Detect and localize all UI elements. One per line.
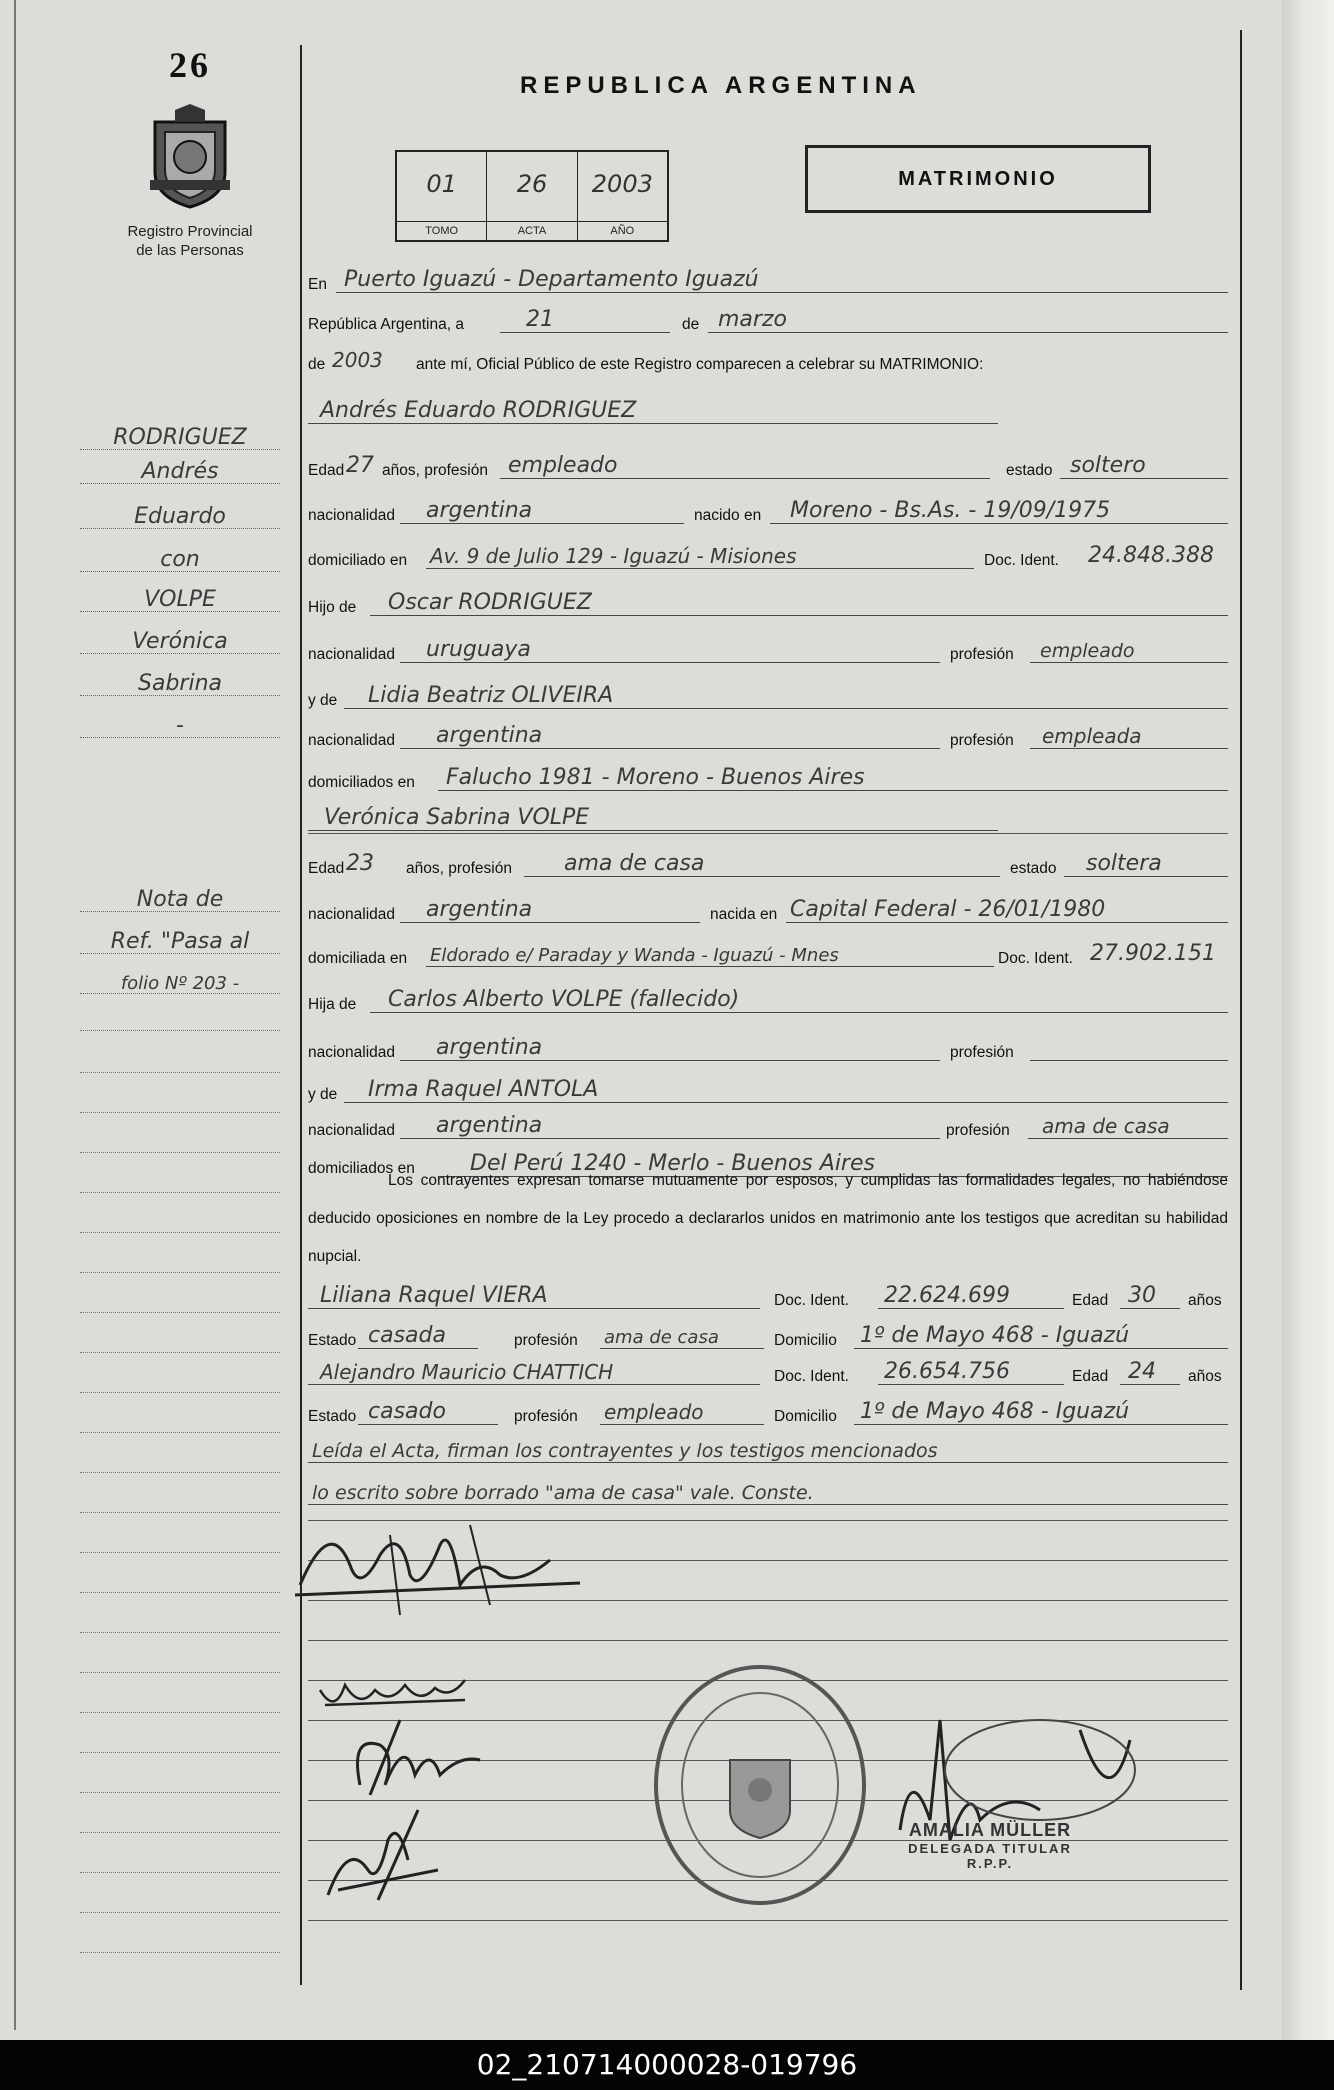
margin-note (80, 622, 280, 658)
margin-note (80, 706, 280, 742)
ano-value: 2003 (591, 170, 653, 198)
label-nacido-en: nacido en (694, 507, 762, 524)
margin-note (80, 540, 280, 576)
label-profesion: profesión (950, 732, 1014, 749)
witness1-profession: ama de casa (604, 1327, 719, 1348)
bride-mother-nat: argentina (436, 1113, 543, 1138)
month-value: marzo (718, 307, 787, 332)
witness1-age: 30 (1128, 1283, 1156, 1308)
margin-note (80, 880, 280, 916)
witness2-status: casado (368, 1399, 446, 1424)
bride-father: Carlos Alberto VOLPE (fallecido) (388, 987, 740, 1012)
label-estado: estado (1010, 860, 1057, 877)
bride-birth: Capital Federal - 26/01/1980 (790, 897, 1106, 922)
margin-note-text: Verónica (132, 629, 228, 654)
label-estado: Estado (308, 1332, 357, 1349)
year-value: 2003 (332, 348, 383, 372)
label-en: En (308, 276, 327, 293)
bride-nationality: argentina (426, 897, 533, 922)
groom-birth: Moreno - Bs.As. - 19/09/1975 (790, 498, 1111, 523)
row-closing-2 (308, 1474, 1228, 1508)
row-groom-age (308, 448, 1228, 482)
acta-value: 26 (516, 170, 548, 198)
row-bride-age (308, 846, 1228, 880)
row-bride-father-nat (308, 1030, 1228, 1064)
row-groom-name (308, 393, 1228, 427)
witness2-name: Alejandro Mauricio CHATTICH (320, 1360, 614, 1384)
bride-profession: ama de casa (564, 851, 705, 876)
bride-doc: 27.902.151 (1090, 941, 1216, 966)
page-number: 26 (169, 45, 211, 85)
label-profesion: profesión (946, 1122, 1010, 1139)
margin-note-text: con (160, 547, 200, 572)
bride-parents-address: Del Perú 1240 - Merlo - Buenos Aires (470, 1151, 875, 1176)
row-groom-father-nat (308, 632, 1228, 666)
margin-note-text: Ref. "Pasa al (110, 929, 250, 954)
witness1-address: 1º de Mayo 468 - Iguazú (860, 1323, 1130, 1348)
tomo-label: TOMO (397, 221, 486, 240)
groom-father-prof: empleado (1040, 640, 1135, 662)
label-estado: Estado (308, 1408, 357, 1425)
row-groom-mother-nat (308, 718, 1228, 752)
label-nacionalidad: nacionalidad (308, 732, 396, 749)
label-domiciliada-en: domiciliada en (308, 950, 408, 967)
label-edad: Edad (1072, 1292, 1109, 1309)
row-place (308, 262, 1228, 296)
registry-reference-box (395, 150, 669, 242)
bride-father-nat: argentina (436, 1035, 543, 1060)
place-value: Puerto Iguazú - Departamento Iguazú (344, 267, 759, 292)
witness2-doc: 26.654.756 (884, 1359, 1010, 1384)
label-anos: años (1188, 1368, 1222, 1385)
row-witness2-details (308, 1394, 1228, 1428)
label-y-de: y de (308, 692, 338, 709)
groom-profession: empleado (508, 453, 618, 478)
row-witness1-details (308, 1318, 1228, 1352)
label-nacionalidad: nacionalidad (308, 1122, 396, 1139)
groom-age: 27 (346, 453, 374, 478)
act-type-box: MATRIMONIO (805, 145, 1151, 213)
row-witness1-name (308, 1278, 1228, 1312)
registry-name (110, 222, 270, 260)
row-groom-mother (308, 678, 1228, 712)
closing-line-1: Leída el Acta, firman los contrayentes y los testigos mencionados (312, 1440, 938, 1462)
tomo-value: 01 (426, 170, 457, 198)
label-doc-ident: Doc. Ident. (998, 950, 1073, 967)
label-ante-mi: ante mí, Oficial Público de este Registro comparecen a celebrar su MATRIMONIO: (416, 356, 984, 373)
acta-label: ACTA (487, 221, 576, 240)
label-hijo-de: Hijo de (308, 599, 357, 616)
row-bride-mother (308, 1072, 1228, 1106)
bride-status: soltera (1086, 851, 1162, 876)
label-anos-profesion: años, profesión (406, 860, 512, 877)
label-edad: Edad (308, 860, 345, 877)
closing-line-2: lo escrito sobre borrado "ama de casa" vale. Conste. (312, 1482, 814, 1504)
image-id-footer: 02_210714000028-019796 (0, 2040, 1334, 2090)
official-name: AMALIA MÜLLER (908, 1820, 1072, 1840)
groom-mother: Lidia Beatriz OLIVEIRA (368, 683, 614, 708)
margin-note-text: Eduardo (134, 504, 226, 529)
label-republica: República Argentina, a (308, 316, 464, 333)
label-anos-profesion: años, profesión (382, 462, 488, 479)
official-title: DELEGADA TITULAR (908, 1841, 1072, 1856)
witness1-name: Liliana Raquel VIERA (320, 1283, 548, 1308)
groom-status: soltero (1070, 453, 1146, 478)
groom-mother-nat: argentina (436, 723, 543, 748)
margin-note (80, 580, 280, 616)
row-bride-nat (308, 892, 1228, 926)
margin-note (80, 664, 280, 700)
label-profesion: profesión (950, 1044, 1014, 1061)
row-closing-1 (308, 1432, 1228, 1466)
witness2-signature (318, 1800, 458, 1910)
margin-note (80, 962, 280, 998)
label-nacionalidad: nacionalidad (308, 646, 396, 663)
witness1-signature (340, 1715, 510, 1805)
label-edad: Edad (308, 462, 345, 479)
groom-nationality: argentina (426, 498, 533, 523)
row-date (308, 302, 1228, 336)
groom-doc: 24.848.388 (1088, 543, 1214, 568)
label-y-de: y de (308, 1086, 338, 1103)
registry-seal-icon (650, 1660, 870, 1910)
margin-note (80, 497, 280, 533)
bride-name: Verónica Sabrina VOLPE (324, 805, 590, 830)
margin-note-text: Nota de (136, 887, 224, 912)
label-nacionalidad: nacionalidad (308, 906, 396, 923)
ano-label: AÑO (578, 221, 667, 240)
label-estado: estado (1006, 462, 1053, 479)
ano-cell (578, 152, 667, 240)
label-hija-de: Hija de (308, 996, 357, 1013)
groom-name: Andrés Eduardo RODRIGUEZ (320, 398, 637, 423)
bride-signature (315, 1660, 485, 1720)
row-groom-nat (308, 493, 1228, 527)
label-anos: años (1188, 1292, 1222, 1309)
row-year (308, 342, 1228, 376)
row-groom-parents-address (308, 760, 1228, 794)
label-profesion: profesión (950, 646, 1014, 663)
witness2-profession: empleado (604, 1400, 704, 1424)
witness1-status: casada (368, 1323, 446, 1348)
row-witness2-name (308, 1354, 1228, 1388)
margin-note (80, 418, 280, 454)
row-bride-address (308, 936, 1228, 970)
official-sub: R.P.P. (966, 1856, 1014, 1871)
row-groom-address (308, 538, 1228, 572)
label-edad: Edad (1072, 1368, 1109, 1385)
margin-note-text: Sabrina (138, 671, 222, 696)
label-domiciliados-en: domiciliados en (308, 1160, 415, 1177)
margin-note-text: - (176, 713, 184, 738)
margin-note-text: RODRIGUEZ (113, 425, 247, 450)
country-title: REPUBLICA ARGENTINA (520, 72, 922, 99)
label-domicilio: Domicilio (774, 1332, 837, 1349)
label-profesion: profesión (514, 1408, 578, 1425)
bride-address: Eldorado e/ Paraday y Wanda - Iguazú - Mnes (430, 945, 839, 966)
label-nacionalidad: nacionalidad (308, 507, 396, 524)
section-divider (308, 833, 1228, 834)
label-domiciliados-en: domiciliados en (308, 774, 415, 791)
bride-mother-prof: ama de casa (1042, 1114, 1170, 1138)
registry-line1: Registro Provincial (127, 223, 253, 240)
acta-cell (487, 152, 577, 240)
row-groom-father (308, 585, 1228, 619)
groom-address: Av. 9 de Julio 129 - Iguazú - Misiones (430, 544, 797, 568)
margin-note (80, 452, 280, 488)
bride-mother: Irma Raquel ANTOLA (368, 1077, 599, 1102)
label-doc-ident: Doc. Ident. (984, 552, 1059, 569)
registry-line2: de las Personas (136, 242, 244, 259)
witness2-address: 1º de Mayo 468 - Iguazú (860, 1399, 1130, 1424)
row-bride-mother-nat (308, 1108, 1228, 1142)
row-bride-father (308, 982, 1228, 1016)
witness2-age: 24 (1128, 1359, 1156, 1384)
label-domiciliado-en: domiciliado en (308, 552, 408, 569)
label-de: de (682, 316, 700, 333)
label-de2: de (308, 356, 326, 373)
groom-father: Oscar RODRIGUEZ (388, 590, 592, 615)
right-border (1240, 30, 1242, 1990)
label-nacida-en: nacida en (710, 906, 778, 923)
margin-note-text: VOLPE (144, 587, 216, 612)
day-value: 21 (526, 307, 554, 332)
bride-age: 23 (346, 851, 374, 876)
witness1-doc: 22.624.699 (884, 1283, 1010, 1308)
margin-note-text: Andrés (141, 459, 219, 484)
misiones-crest-icon (145, 102, 235, 212)
margin-note-text: folio Nº 203 - (120, 973, 240, 994)
groom-parents-address: Falucho 1981 - Moreno - Buenos Aires (446, 765, 865, 790)
label-profesion: profesión (514, 1332, 578, 1349)
tomo-cell (397, 152, 487, 240)
label-domicilio: Domicilio (774, 1408, 837, 1425)
groom-mother-prof: empleada (1042, 724, 1142, 748)
label-doc-ident: Doc. Ident. (774, 1292, 849, 1309)
margin-divider (300, 45, 302, 1985)
margin-note (80, 922, 280, 958)
label-nacionalidad: nacionalidad (308, 1044, 396, 1061)
groom-signature (290, 1505, 590, 1625)
left-page-edge (14, 0, 16, 2030)
groom-father-nat: uruguaya (426, 637, 531, 662)
official-stamp (880, 1820, 1100, 1871)
declaration-text: Los contrayentes expresan tomarse mutuamente por esposos, y cumplidas las formalidades legales, no habiéndose deducido oposiciones en nombre de la Ley procedo a declararlos unidos en matrimonio ante los testigos que acreditan su habilidad nupcial. (308, 1172, 1228, 1265)
row-bride-name (308, 800, 1228, 834)
label-doc-ident: Doc. Ident. (774, 1368, 849, 1385)
